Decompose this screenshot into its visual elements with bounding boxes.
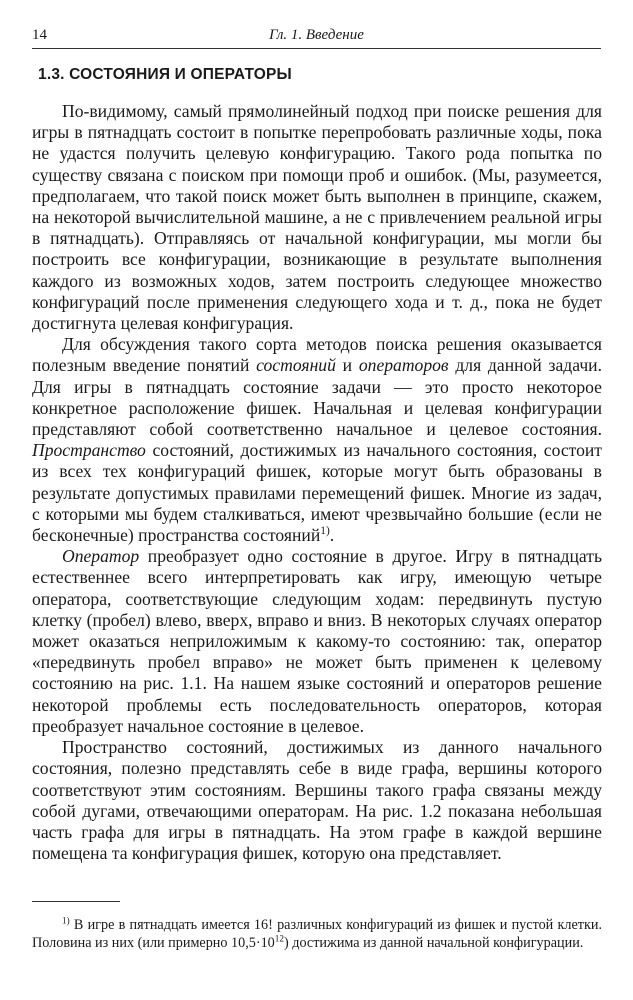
term-space: Пространство xyxy=(32,440,146,461)
term-states: состояний xyxy=(256,355,336,376)
term-operator: Оператор xyxy=(62,546,140,567)
paragraph-2-text-a: Для обсуждения такого сорта методов поиска решения оказывается полезным введение понятий xyxy=(32,334,602,376)
paragraph-2-text-c: для данной задачи. Для игры в пятнадцать состояние задачи — это просто некоторое конкретное расположение фишек. Начальная и целевая конфигурации представляют собой соответственно начальное и целевое состояния. xyxy=(32,355,602,440)
paragraph-2-text-b: и xyxy=(335,355,359,376)
running-head: Гл. 1. Введение xyxy=(269,27,364,43)
paragraph-3-text: преобразует одно состояние в другое. Игру в пятнадцать естественнее всего интерпретировать как игру, имеющую четыре оператора, соответствующие следующим ходам: передвинуть пустую клетку (пробел) влево, вверх, вправо и вниз. В некоторых случаях оператор может оказаться неприложимым к какому-то состоянию: так, оператор «передвинуть пробел вправо» не может быть применен к целевому состоянию на рис. 1.1. На нашем языке состояний и операторов решение некоторой проблемы есть последовательность операторов, которая преобразует начальное состояние в целевое. xyxy=(32,546,602,736)
section-title: 1.3. СОСТОЯНИЯ И ОПЕРАТОРЫ xyxy=(38,66,292,83)
footnote-text-b: ) достижима из данной начальной конфигурации. xyxy=(284,934,584,951)
footnote xyxy=(32,917,602,952)
page-number: 14 xyxy=(32,27,47,43)
paragraph-2-text-e: . xyxy=(329,525,335,546)
footnote-marker: 1) xyxy=(62,915,70,926)
header-rule xyxy=(32,48,601,49)
paragraph-1: По-видимому, самый прямолинейный подход при поиске решения для игры в пятнадцать состоит в попытке перепробовать различные ходы, пока не удастся получить целевую конфигурацию. Такого рода попытка по существу связана с поиском при помощи проб и ошибок. (Мы, разумеется, предполагаем, что такой поиск может быть выполнен в принципе, скажем, на некоторой вычислительной машине, а не с привлечением реальной игры в пятнадцать). Отправляясь от начальной конфигурации, мы могли бы построить все конфигурации, возникающие в результате выполнения каждого из возможных ходов, затем построить следующее множество конфигураций после применения следующего хода и т. д., пока не будет достигнута целевая конфигурация. xyxy=(32,101,602,334)
footnote-text-a: В игре в пятнадцать имеется 16! различных конфигураций из фишек и пустой клетки. Половина из них (или примерно 10,5·10 xyxy=(32,917,602,951)
paragraph-2 xyxy=(32,334,602,546)
footnote-reference: 1) xyxy=(320,525,330,538)
footnote-rule xyxy=(32,901,120,902)
footnote-exponent: 12 xyxy=(274,932,284,943)
paragraph-3 xyxy=(32,546,602,737)
page-header xyxy=(32,27,601,47)
term-operators: операторов xyxy=(358,355,449,376)
paragraph-2-text-d: состояний, достижимых из начального состояния, состоит из всех тех конфигураций фишек, которые могут быть образованы в результате допустимых правилами перемещений фишек. Многие из задач, с которыми мы будем сталкиваться, имеют чрезвычайно большие (если не бесконечные) пространства состояний xyxy=(32,440,602,546)
body-text xyxy=(32,101,602,864)
paragraph-4: Пространство состояний, достижимых из данного начального состояния, полезно представлять себе в виде графа, вершины которого соответствуют этим состояниям. Вершины такого графа связаны между собой дугами, отвечающими операторам. На рис. 1.2 показана небольшая часть графа для игры в пятнадцать. На этом графе в каждой вершине помещена та конфигурация фишек, которую она представляет. xyxy=(32,737,602,864)
